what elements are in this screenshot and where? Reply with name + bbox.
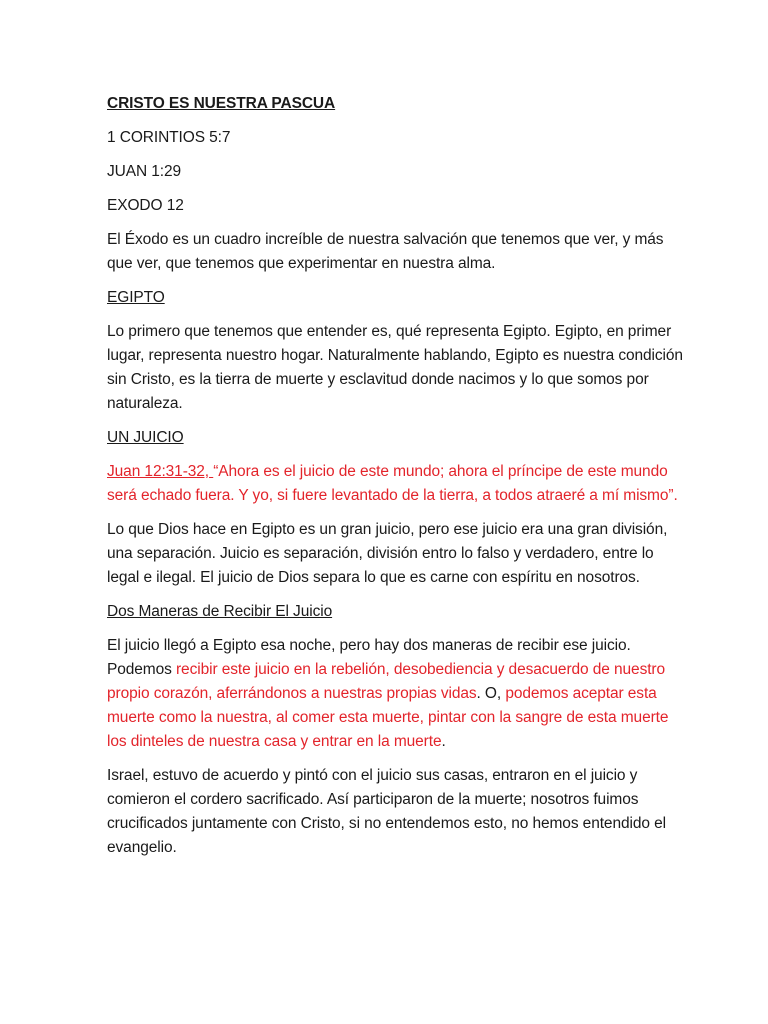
maneras-highlight-acceptance: podemos aceptar esta muerte como la nuestra, al comer esta muerte, pintar con la sangre de esta muerte los dinteles de nuestra casa y entrar en la muerte (107, 685, 669, 750)
verse-quote: “Ahora es el juicio de este mundo; ahora el príncipe de este mundo será echado fuera. Y yo, si fuere levantado de la tierra, a todos atraeré a mí mismo”. (107, 463, 678, 504)
intro-paragraph: El Éxodo es un cuadro increíble de nuestra salvación que tenemos que ver, y más que ver, que tenemos que experimentar en nuestra alma. (107, 231, 664, 272)
section-heading-maneras: Dos Maneras de Recibir El Juicio (107, 603, 333, 620)
document-page (107, 92, 687, 870)
reference-exodo: EXODO 12 (107, 197, 184, 214)
verse-paragraph (107, 460, 687, 508)
israel-paragraph: Israel, estuvo de acuerdo y pintó con el juicio sus casas, entraron en el juicio y comieron el cordero sacrificado. Así participaron de la muerte; nosotros fuimos crucificados juntamente con Cristo, si no entendemos esto, no hemos entendido el evangelio. (107, 767, 666, 856)
section-heading-egipto: EGIPTO (107, 289, 165, 306)
maneras-text-start: El juicio llegó a Egipto esa noche, pero hay dos maneras de recibir ese juicio. Podemos (107, 637, 631, 678)
verse-reference: Juan 12:31-32, (107, 463, 214, 480)
maneras-text-end: . (441, 733, 446, 750)
juicio-paragraph: Lo que Dios hace en Egipto es un gran juicio, pero ese juicio era una gran división, una separación. Juicio es separación, división entro lo falso y verdadero, entre lo legal e ilegal. El juicio de Dios separa lo que es carne con espíritu en nosotros. (107, 521, 668, 586)
reference-corintios: 1 CORINTIOS 5:7 (107, 129, 231, 146)
egipto-paragraph: Lo primero que tenemos que entender es, qué representa Egipto. Egipto, en primer lugar, representa nuestro hogar. Naturalmente hablando, Egipto es nuestra condición sin Cristo, es la tierra de muerte y esclavitud donde nacimos y lo que somos por naturaleza. (107, 323, 683, 412)
maneras-highlight-rebellion: recibir este juicio en la rebelión, desobediencia y desacuerdo de nuestro propio corazón, aferrándonos a nuestras propias vidas (107, 661, 666, 702)
reference-juan: JUAN 1:29 (107, 163, 182, 180)
maneras-text-middle: . O, (476, 685, 506, 702)
section-heading-juicio: UN JUICIO (107, 429, 184, 446)
document-title: CRISTO ES NUESTRA PASCUA (107, 95, 336, 112)
maneras-paragraph (107, 634, 687, 754)
